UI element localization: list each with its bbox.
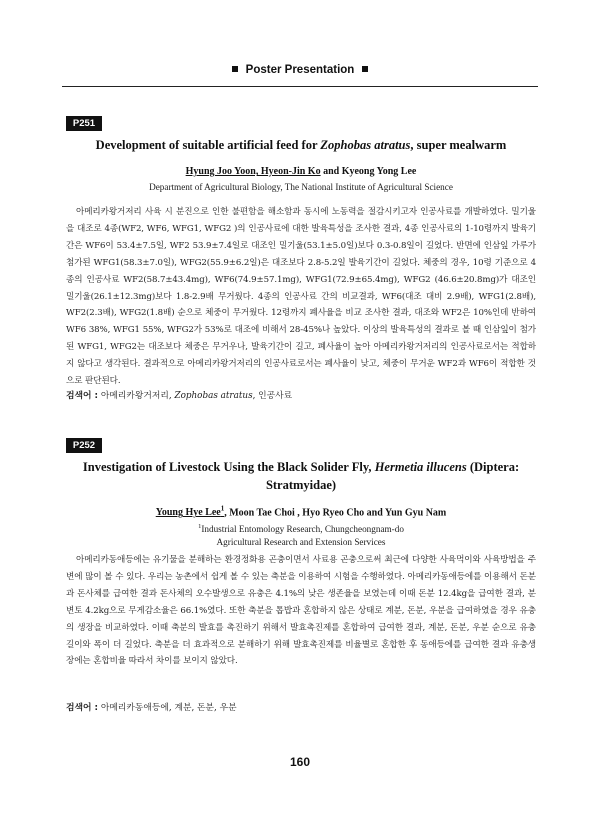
poster-id-badge: P252 — [66, 438, 102, 453]
poster-affiliation: $^1$Industrial Entomology Research, Chungcheongnam-do Agricultural Research and Extension Services — [198, 523, 404, 548]
section-title: Poster Presentation — [245, 64, 355, 76]
page-number: 160 — [289, 755, 311, 769]
poster-title: Development of suitable artificial feed for Zophobas atratus, super mealwarm — [95, 138, 507, 152]
square-bullet-icon — [232, 66, 238, 72]
poster-keywords: 검색어 : 아메리카동애등에, 계분, 돈분, 우분 — [66, 703, 237, 713]
poster-id-badge: P251 — [66, 116, 102, 131]
poster-authors: Young Hye Lee$^1$, Moon Tae Choi , Hyo Ryeo Cho and Yun Gyu Nam — [155, 505, 447, 519]
section-header — [62, 64, 538, 84]
poster-title: Investigation of Livestock Using the Black Solider Fly, Hermetia illucens (Diptera: Stratmyidae) — [82, 460, 520, 492]
header-rule — [62, 86, 538, 87]
poster-abstract: 아메리카동애등에는 유기물을 분해하는 환경정화용 곤충이면서 사료용 곤충으로써 최근에 다양한 사육먹이와 사육방법을 주변에 많이 볼 수 있다. 우리는 농촌에서 쉽게 볼 수 있는 축분을 이용하여 시험을 수행하였다. 아메리카동애등에를 이용해서 돈분과 돈사체를 급여한 결과 돈사체의 오수발생으로 유충은 4.1%의 낮은 생존율을 보였는데 이때 돈분 12.4kg을 급여한 결과, 분변토 4.2kg으로 무게감소율은 66.1%였다. 또한 축분을 톱밥과 혼합하지 않은 상태로 계분, 돈분, 우분을 급여하였을 경우 유충의 생장을 비교하였다. 이때 축분의 발효를 촉진하기 위해서 발효촉진제를 혼합하여 급여한 결과, 계분, 돈분, 우분 순으로 유충길이와 폭이 더 길었다. 축분을 더 효과적으로 분해하기 위해 발효촉진제를 비율별로 혼합한 후 동애등에를 급여한 결과 유충생장에는 혼합비율 따라서 차이를 보이지 않았다. — [66, 555, 536, 667]
poster-keywords: 검색어 : 아메리카왕거저리, Zophobas atratus, 인공사료 — [66, 391, 293, 401]
poster-authors: Hyung Joo Yoon, Hyeon-Jin Ko and Kyeong Yong Lee — [185, 166, 417, 177]
poster-abstract: 아메리카왕거저리 사육 시 분진으로 인한 불편함을 해소함과 동시에 노동력을 절감시키고자 인공사료를 개발하였다. 밀기울을 대조로 4종(WF2, WF6, WFG1, WFG2 )의 인공사료에 대한 발육특성을 조사한 결과, 4종 인공사료의 1-10령까지 발육기간은 WF6이 53.4±7.5일, WF2 53.9±7.4일로 대조인 밀기울(53.1±5.0일)보다 0.3-0.8일이 길었다. 반면에 인삼잎 가루가 첨가된 WFG1(58.3±7.0일), WFG2(55.9±6.2일)은 대조보다 2.8-5.2일 발육기간이 길었다. 체중의 경우, 10령 기준으로 4종의 인공사료 WF2(58.7±43.4mg), WF6(74.9±57.1mg), WFG1(72.9±65.4mg), WFG2 (46.6±20.8mg)가 대조인 밀기울(26.1±12.3mg)보다 1.8-2.9배 무거웠다. 4종의 인공사료 간의 비교결과, WF6(대조 대비 2.9배), WFG1(2.8배), WF2(2.3배), WFG2(1.8배) 순으로 체중이 무거웠다. 12령까지 폐사율을 비교 조사한 결과, 대조와 WF2은 10%인데 반하여 WF6 38%, WFG1 55%, WFG2가 53%로 대조에 비해서 28-45%나 높았다. 이상의 발육특성의 결과로 볼 때 인삼잎이 첨가된 WFG1, WFG2는 대조보다 체중은 무거우나, 발육기간이 길고, 폐사율이 높아 아메리카왕거저리의 인공사료로서는 적합하지 않다고 생각된다. 결과적으로 아메리카왕거저리의 인공사료로서는 폐사율이 낮고, 체중이 무거운 WF2과 WF6이 적합한 것으로 판단된다. — [66, 207, 536, 387]
square-bullet-icon — [362, 66, 368, 72]
poster-affiliation: Department of Agricultural Biology, The National Institute of Agricultural Science — [149, 182, 453, 192]
